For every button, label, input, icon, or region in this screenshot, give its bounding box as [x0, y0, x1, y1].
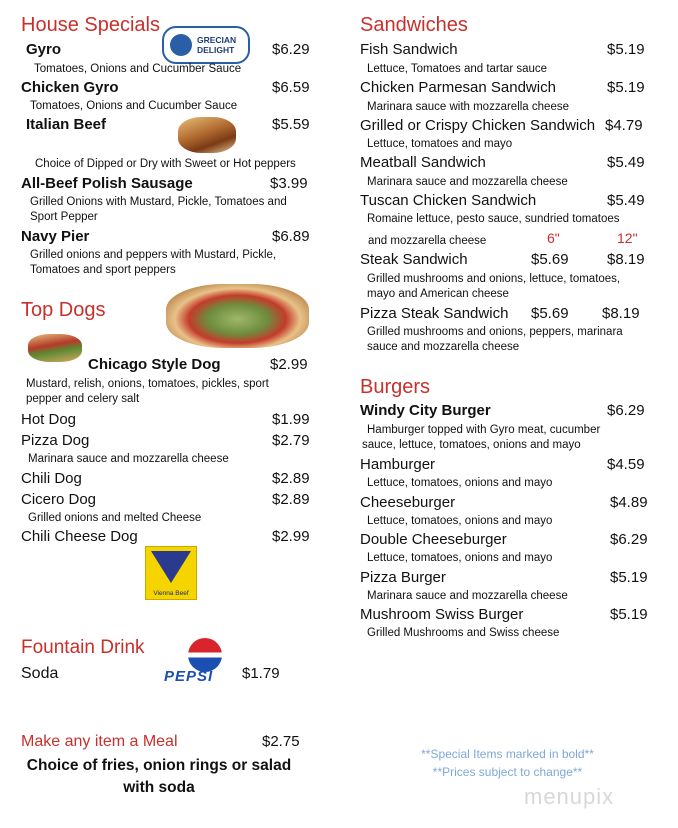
menu-item-desc: Grilled Mushrooms and Swiss cheese [367, 627, 560, 639]
vienna-beef-logo: Vienna Beef [145, 546, 197, 600]
menu-item-name: Mushroom Swiss Burger [360, 606, 524, 623]
menu-item-desc: Lettuce, tomatoes, onions and mayo [367, 552, 553, 564]
menu-item-price: $2.79 [272, 432, 310, 449]
logo-emblem-icon [170, 34, 192, 56]
menu-item-desc: Grilled Onions with Mustard, Pickle, Tomatoes and Sport Pepper [30, 196, 287, 223]
v-emblem-icon [151, 551, 191, 583]
pepsi-logo-text: PEPSI [164, 668, 214, 685]
menu-item-price: $2.99 [270, 356, 308, 373]
menu-item-price: $4.59 [607, 456, 645, 473]
menu-item-name: Steak Sandwich [360, 251, 468, 268]
menu-item-desc: Marinara sauce and mozzarella cheese [367, 590, 568, 602]
menu-item-price: $8.19 [602, 305, 640, 322]
menu-item-price: $2.99 [272, 528, 310, 545]
menu-item-name: Pizza Dog [21, 432, 90, 449]
menu-item-desc: Lettuce, tomatoes, onions and mayo [367, 477, 553, 489]
menu-item-name: Fish Sandwich [360, 41, 458, 58]
menu-item-desc: Hamburger topped with Gyro meat, cucumber sauce, lettuce, tomatoes, onions and mayo [362, 424, 601, 451]
menu-item-name: Navy Pier [21, 228, 90, 245]
meal-heading: Make any item a Meal [21, 733, 178, 750]
menu-item-desc: Romaine lettuce, pesto sauce, sundried tomatoes [367, 213, 620, 225]
menu-item-price: $5.19 [607, 41, 645, 58]
menu-item-price: $2.89 [272, 491, 310, 508]
menu-item-desc: Tomatoes, Onions and Cucumber Sauce [34, 63, 242, 75]
menu-item-name: Grilled or Crispy Chicken Sandwich [360, 117, 596, 134]
menu-item-desc: and mozzarella cheese [368, 235, 487, 247]
menu-item-price: $8.19 [607, 251, 645, 268]
menu-item-name: Chicken Gyro [21, 79, 119, 96]
menu-item-price: $6.29 [607, 402, 645, 419]
sandwich-photo [166, 284, 309, 348]
menu-item-name: Double Cheeseburger [360, 531, 507, 548]
menu-item-desc: Lettuce, Tomatoes and tartar sauce [367, 63, 548, 75]
menu-item-price: $5.19 [610, 606, 648, 623]
house-specials-heading: House Specials [21, 14, 160, 36]
italian-beef-photo [178, 117, 236, 153]
menu-item-desc: Grilled mushrooms and onions, peppers, marinara sauce and mozzarella cheese [367, 326, 623, 353]
menu-item-name: Hamburger [360, 456, 436, 473]
size-small-label: 6" [547, 230, 560, 246]
menu-item-name: Pizza Burger [360, 569, 446, 586]
menu-item-name: Chicken Parmesan Sandwich [360, 79, 556, 96]
menu-item-price: $2.89 [272, 470, 310, 487]
burgers-heading: Burgers [360, 376, 431, 398]
menu-item-price: $5.19 [610, 569, 648, 586]
menu-item-price: $6.29 [272, 41, 310, 58]
menu-item-price: $6.59 [272, 79, 310, 96]
menu-item-desc: Choice of Dipped or Dry with Sweet or Hot peppers [35, 158, 296, 170]
menu-item-name: Meatball Sandwich [360, 154, 486, 171]
menu-item-price: $6.29 [610, 531, 648, 548]
menu-item-desc: Marinara sauce with mozzarella cheese [367, 101, 569, 113]
menu-item-price: $5.69 [531, 305, 569, 322]
meal-price: $2.75 [262, 733, 300, 750]
hot-dog-photo [28, 334, 82, 362]
menu-item-price: $5.49 [607, 192, 645, 209]
menu-item-price: $4.79 [605, 117, 643, 134]
menu-item-desc: Lettuce, tomatoes, onions and mayo [367, 515, 553, 527]
menu-item-desc: Lettuce, tomatoes and mayo [367, 138, 513, 150]
pepsi-globe-icon [188, 638, 222, 672]
top-dogs-heading: Top Dogs [21, 299, 106, 321]
menu-item-price: $5.49 [607, 154, 645, 171]
menu-item-desc: Tomatoes, Onions and Cucumber Sauce [30, 100, 238, 112]
watermark: menupix [524, 784, 615, 809]
menu-item-desc: Mustard, relish, onions, tomatoes, pickles, sport pepper and celery salt [26, 378, 269, 405]
menu-item-name: All-Beef Polish Sausage [21, 175, 193, 192]
menu-item-price: $1.79 [242, 665, 280, 682]
menu-item-name: Hot Dog [21, 411, 77, 428]
menu-item-name: Italian Beef [26, 116, 107, 133]
menu-item-price: $3.99 [270, 175, 308, 192]
menu-item-desc: Grilled mushrooms and onions, lettuce, tomatoes, mayo and American cheese [367, 273, 621, 300]
menu-item-name: Pizza Steak Sandwich [360, 305, 509, 322]
menu-item-name: Soda [21, 665, 59, 682]
menu-item-price: $5.59 [272, 116, 310, 133]
menu-item-name: Chicago Style Dog [88, 356, 221, 373]
menu-item-name: Cheeseburger [360, 494, 456, 511]
grecian-delight-logo: GRECIAN DELIGHT [162, 26, 250, 64]
menu-item-price: $5.69 [531, 251, 569, 268]
menu-item-desc: Marinara sauce and mozzarella cheese [367, 176, 568, 188]
size-large-label: 12" [617, 230, 638, 246]
menu-item-price: $4.89 [610, 494, 648, 511]
menu-item-name: Cicero Dog [21, 491, 97, 508]
menu-item-name: Tuscan Chicken Sandwich [360, 192, 537, 209]
menu-notes: **Special Items marked in bold** **Prices subject to change** [421, 747, 594, 779]
menu-item-name: Chili Cheese Dog [21, 528, 138, 545]
fountain-drink-heading: Fountain Drink [21, 637, 145, 658]
menu-item-price: $6.89 [272, 228, 310, 245]
sandwiches-heading: Sandwiches [360, 14, 468, 36]
menu-item-name: Windy City Burger [360, 402, 491, 419]
menu-item-desc: Grilled onions and peppers with Mustard, Pickle, Tomatoes and sport peppers [30, 249, 277, 276]
menu-item-desc: Marinara sauce and mozzarella cheese [28, 453, 229, 465]
menu-item-price: $5.19 [607, 79, 645, 96]
menu-item-desc: Grilled onions and melted Cheese [28, 512, 202, 524]
menu-item-name: Gyro [26, 41, 62, 58]
menu-item-price: $1.99 [272, 411, 310, 428]
menu-item-name: Chili Dog [21, 470, 82, 487]
meal-description: Choice of fries, onion rings or salad with soda [26, 757, 292, 796]
